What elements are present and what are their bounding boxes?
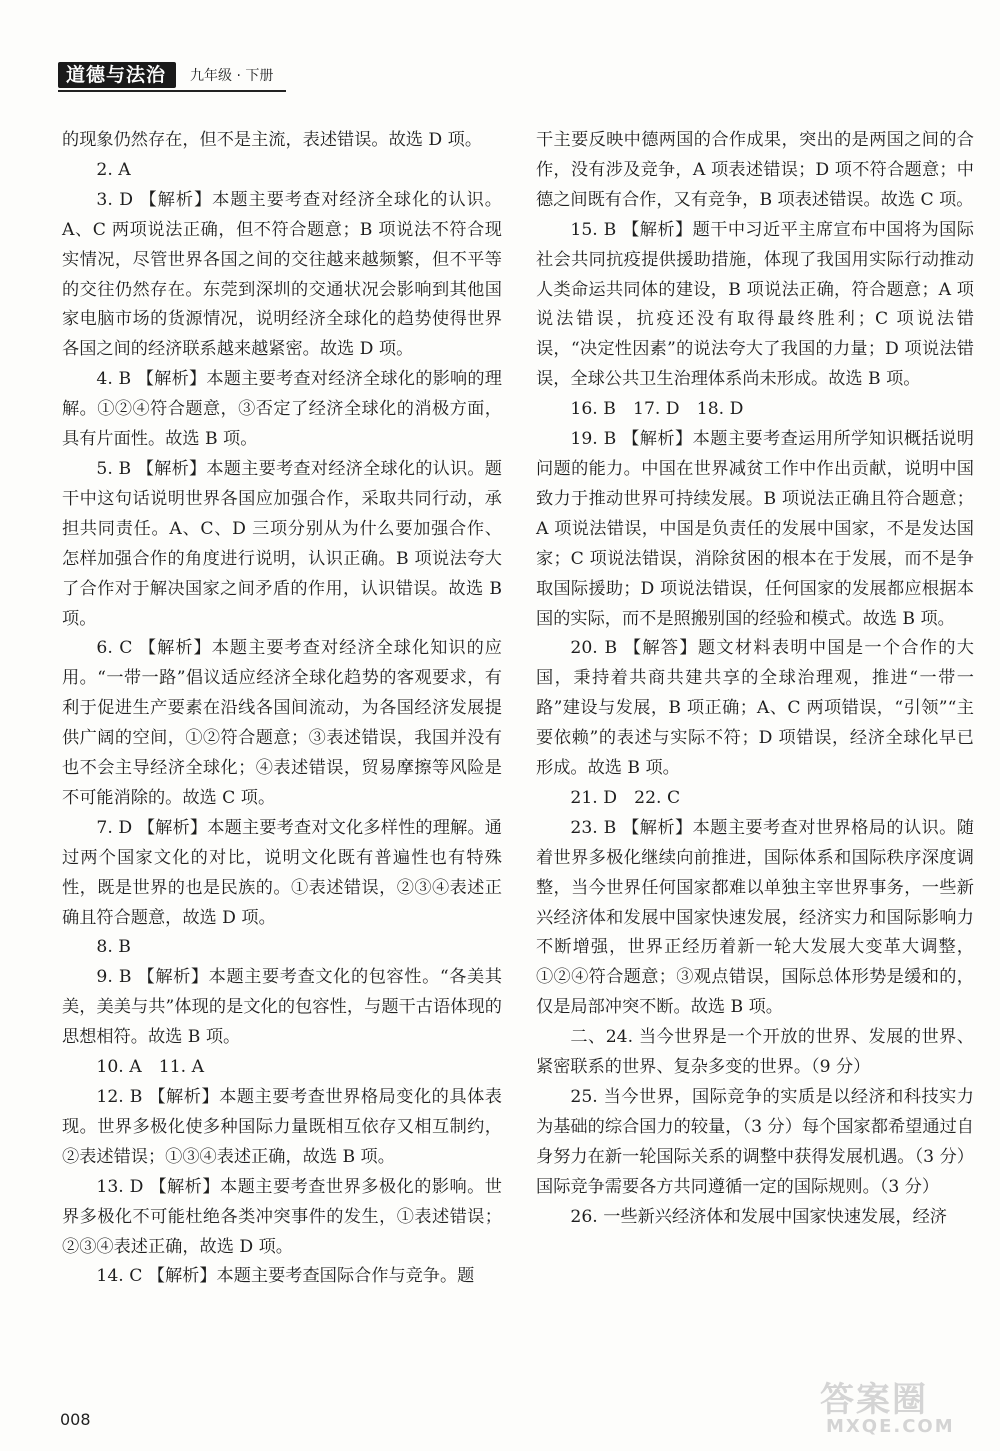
grade-label: 九年级 · 下册 xyxy=(190,68,274,84)
right-paragraph: 19. B 【解析】本题主要考查运用所学知识概括说明问题的能力。中国在世界减贫工作中作出贡献，说明中国致力于推动世界可持续发展。B 项说法正确且符合题意；A 项说法错误，中国是负责任的发展中国家，不是发达国家；C 项说法错误，消除贫困的根本在于发展，而不是争取国际援助；D 项说法错误，任何国家的发展都应根据本国的实际，而不是照搬别国的经验和模式。故选 B 项。 xyxy=(536,429,974,629)
right-paragraph: 26. 一些新兴经济体和发展中国家快速发展，经济 xyxy=(570,1206,947,1227)
right-paragraph: 15. B 【解析】题干中习近平主席宣布中国将为国际社会共同抗疫提供援助措施，体现了我国用实际行动推动人类命运共同体的建设，B 项说法正确，符合题意；A 项说法错误，抗疫还没有取得最终胜利；C 项说法错误，“决定性因素”的说法夸大了我国的力量；D 项说法错误，全球公共卫生治理体系尚未形成。故选 B 项。 xyxy=(536,219,974,390)
left-paragraph: 8. B xyxy=(96,937,131,958)
left-paragraph: 14. C 【解析】本题主要考查国际合作与竞争。题 xyxy=(96,1266,475,1287)
page-header xyxy=(58,62,288,92)
right-column xyxy=(536,126,974,1233)
left-paragraph: 5. B 【解析】本题主要考查对经济全球化的认识。题干中这句话说明世界各国应加强合作，采取共同行动，承担共同责任。A、C、D 三项分别从为什么要加强合作、怎样加强合作的角度进行说明，认识正确。B 项说法夸大了合作对于解决国家之间矛盾的作用，认识错误。故选 B 项。 xyxy=(62,458,502,629)
left-paragraph: 9. B 【解析】本题主要考查文化的包容性。“各美其美，美美与共”体现的是文化的包容性，与题干古语体现的思想相符。故选 B 项。 xyxy=(62,967,502,1048)
left-paragraph: 3. D 【解析】本题主要考查对经济全球化的认识。A、C 两项说法正确，但不符合题意；B 项说法不符合现实情况，尽管世界各国之间的交往越来越频繁，但不平等的交往仍然存在。东莞到深圳的交通状况会影响到其他国家电脑市场的货源情况，说明经济全球化的趋势使得世界各国之间的经济联系越来越紧密。故选 D 项。 xyxy=(62,189,502,360)
left-paragraph: 7. D 【解析】本题主要考查对文化多样性的理解。通过两个国家文化的对比，说明文化既有普遍性也有特殊性，既是世界的也是民族的。①表述错误，②③④表述正确且符合题意，故选 D 项。 xyxy=(62,817,502,928)
left-paragraph: 10. A 11. A xyxy=(96,1057,204,1078)
right-paragraph: 21. D 22. C xyxy=(570,787,681,808)
left-paragraph: 的现象仍然存在，但不是主流，表述错误。故选 D 项。 xyxy=(62,130,483,150)
watermark-logo xyxy=(820,1372,960,1442)
left-column xyxy=(62,126,502,1292)
left-paragraph: 13. D 【解析】本题主要考查世界多极化的影响。世界多极化不可能杜绝各类冲突事件的发生，①表述错误；②③④表述正确，故选 D 项。 xyxy=(62,1176,502,1257)
right-paragraph: 23. B 【解析】本题主要考查对世界格局的认识。随着世界多极化继续向前推进，国际体系和国际秩序深度调整，当今世界任何国家都难以单独主宰世界事务，一些新兴经济体和发展中国家快速发展，经济实力和国际影响力不断增强，世界正经历着新一轮大发展大变革大调整，①②④符合题意；③观点错误，国际总体形势是缓和的，仅是局部冲突不断。故选 B 项。 xyxy=(536,817,974,1018)
page-number: 008 xyxy=(60,1410,91,1429)
header-rule xyxy=(58,90,286,92)
subject-title: 道德与法治 xyxy=(58,62,176,88)
right-paragraph: 16. B 17. D 18. D xyxy=(570,399,744,420)
right-paragraph: 二、24. 当今世界是一个开放的世界、发展的世界、紧密联系的世界、复杂多变的世界。（9 分） xyxy=(536,1027,974,1078)
watermark-text: 答案圈 xyxy=(820,1380,928,1420)
left-paragraph: 12. B 【解析】本题主要考查世界格局变化的具体表现。世界多极化使多种国际力量既相互依存又相互制约，②表述错误；①③④表述正确，故选 B 项。 xyxy=(62,1087,502,1167)
left-paragraph: 6. C 【解析】本题主要考查对经济全球化知识的应用。“一带一路”倡议适应经济全球化趋势的客观要求，有利于促进生产要素在沿线各国间流动，为各国经济发展提供广阔的空间，①②符合题意；③表述错误，我国并没有也不会主导经济全球化；④表述错误，贸易摩擦等风险是不可能消除的。故选 C 项。 xyxy=(62,638,502,808)
right-paragraph: 20. B 【解答】题文材料表明中国是一个合作的大国，秉持着共商共建共享的全球治理观，推进“一带一路”建设与发展，B 项正确；A、C 两项错误，“引领”“主要依赖”的表述与实际不符；D 项错误，经济全球化早已形成。故选 B 项。 xyxy=(536,638,974,779)
right-paragraph: 干主要反映中德两国的合作成果，突出的是两国之间的合作，没有涉及竞争，A 项表述错误；D 项不符合题意；中德之间既有合作，又有竞争，B 项表述错误。故选 C 项。 xyxy=(536,130,974,210)
left-paragraph: 4. B 【解析】本题主要考查对经济全球化的影响的理解。①②④符合题意，③否定了经济全球化的消极方面，具有片面性。故选 B 项。 xyxy=(62,369,502,450)
watermark-url: MXQE.COM xyxy=(826,1416,955,1437)
left-paragraph: 2. A xyxy=(96,159,131,180)
right-paragraph: 25. 当今世界，国际竞争的实质是以经济和科技实力为基础的综合国力的较量，（3 分）每个国家都希望通过自身努力在新一轮国际关系的调整中获得发展机遇。（3 分）国际竞争需要各方共同遵循一定的国际规则。（3 分） xyxy=(536,1087,974,1197)
